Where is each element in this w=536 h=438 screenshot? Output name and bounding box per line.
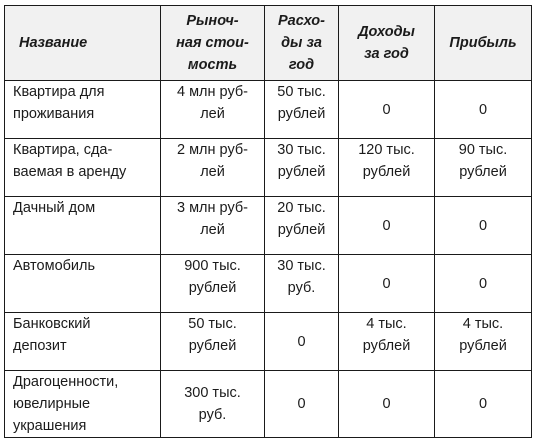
cell-market-value: 3 млн руб- лей — [161, 197, 265, 255]
cell-name: Банковский депозит — [5, 313, 161, 371]
cell-profit: 0 — [435, 255, 532, 313]
cell-profit: 0 — [435, 371, 532, 438]
document-page — [4, 5, 531, 432]
cell-annual-expenses: 0 — [265, 313, 339, 371]
cell-name: Драгоценности, ювелирные украшения — [5, 371, 161, 438]
cell-annual-expenses: 50 тыс. рублей — [265, 81, 339, 139]
assets-table — [4, 5, 532, 438]
table-row — [5, 197, 532, 255]
table-header-row — [5, 6, 532, 81]
header-annual-income: Доходы за год — [339, 6, 435, 81]
cell-annual-expenses: 0 — [265, 371, 339, 438]
header-name: Название — [5, 6, 161, 81]
cell-market-value: 900 тыс. рублей — [161, 255, 265, 313]
table-row — [5, 255, 532, 313]
cell-market-value: 2 млн руб- лей — [161, 139, 265, 197]
cell-annual-income: 120 тыс. рублей — [339, 139, 435, 197]
cell-name: Квартира, сда- ваемая в аренду — [5, 139, 161, 197]
table-row — [5, 139, 532, 197]
cell-annual-expenses: 30 тыс. руб. — [265, 255, 339, 313]
cell-annual-income: 0 — [339, 255, 435, 313]
cell-profit: 0 — [435, 197, 532, 255]
cell-profit: 90 тыс. рублей — [435, 139, 532, 197]
header-profit: Прибыль — [435, 6, 532, 81]
cell-annual-expenses: 20 тыс. рублей — [265, 197, 339, 255]
cell-name: Дачный дом — [5, 197, 161, 255]
cell-market-value: 300 тыс. руб. — [161, 371, 265, 438]
cell-annual-expenses: 30 тыс. рублей — [265, 139, 339, 197]
cell-name: Автомобиль — [5, 255, 161, 313]
cell-name: Квартира для проживания — [5, 81, 161, 139]
cell-market-value: 4 млн руб- лей — [161, 81, 265, 139]
table-row — [5, 81, 532, 139]
cell-annual-income: 4 тыс. рублей — [339, 313, 435, 371]
cell-profit: 0 — [435, 81, 532, 139]
cell-profit: 4 тыс. рублей — [435, 313, 532, 371]
cell-market-value: 50 тыс. рублей — [161, 313, 265, 371]
table-row — [5, 313, 532, 371]
cell-annual-income: 0 — [339, 371, 435, 438]
header-annual-expenses: Расхо- ды за год — [265, 6, 339, 81]
table-row — [5, 371, 532, 438]
header-market-value: Рыноч- ная стои- мость — [161, 6, 265, 81]
cell-annual-income: 0 — [339, 197, 435, 255]
cell-annual-income: 0 — [339, 81, 435, 139]
